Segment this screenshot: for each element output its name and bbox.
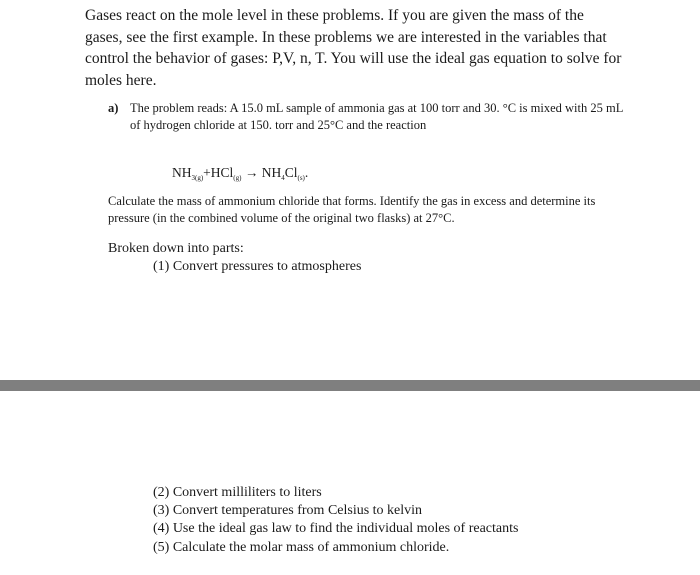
problem-a bbox=[108, 100, 628, 134]
step-item: (5) Calculate the molar mass of ammonium chloride. bbox=[153, 539, 450, 555]
steps-list-bottom bbox=[153, 484, 518, 557]
problem-a-label: a) bbox=[108, 101, 119, 115]
intro-paragraph: Gases react on the mole level in these problems. If you are given the mass of the gases, see the first example. In these problems we are interested in the variables that control the behavior of gases: P,V, n, T. You will use the ideal gas equation to solve for moles here. bbox=[85, 7, 622, 89]
hydrogen-chloride-subscript: (g) bbox=[233, 174, 242, 182]
step-item: (3) Convert temperatures from Celsius to kelvin bbox=[153, 503, 423, 519]
step-item: (1) Convert pressures to atmospheres bbox=[153, 259, 362, 274]
reaction-arrow: → bbox=[241, 165, 262, 180]
ammonium-chloride-nh: NH bbox=[261, 165, 282, 180]
step-item: (4) Use the ideal gas law to find the individual moles of reactants bbox=[153, 521, 519, 537]
ammonium-subscript: 4 bbox=[281, 174, 285, 182]
step-item: (2) Convert milliliters to liters bbox=[153, 485, 322, 500]
steps-heading: Broken down into parts: bbox=[108, 241, 244, 256]
problem-a-text: The problem reads: A 15.0 mL sample of ammonia gas at 100 torr and 30. °C is mixed with 25 mL of hydrogen chloride at 150. torr and 25°C and the reaction bbox=[130, 101, 623, 132]
ammonium-chloride-cl: Cl bbox=[284, 165, 298, 180]
chemical-equation bbox=[172, 165, 308, 182]
calculate-instructions: Calculate the mass of ammonium chloride that forms. Identify the gas in excess and determine its pressure (in the combined volume of the original two flasks) at 27°C. bbox=[108, 194, 596, 225]
page-divider bbox=[0, 380, 700, 391]
ammonia-subscript: 3(g) bbox=[191, 174, 204, 182]
hydrogen-chloride-formula: +HCl bbox=[203, 165, 234, 180]
ammonium-chloride-state: (s) bbox=[297, 174, 305, 182]
steps-list-top bbox=[153, 259, 361, 275]
equation-period: . bbox=[304, 165, 309, 180]
ammonia-formula: NH bbox=[172, 165, 192, 180]
